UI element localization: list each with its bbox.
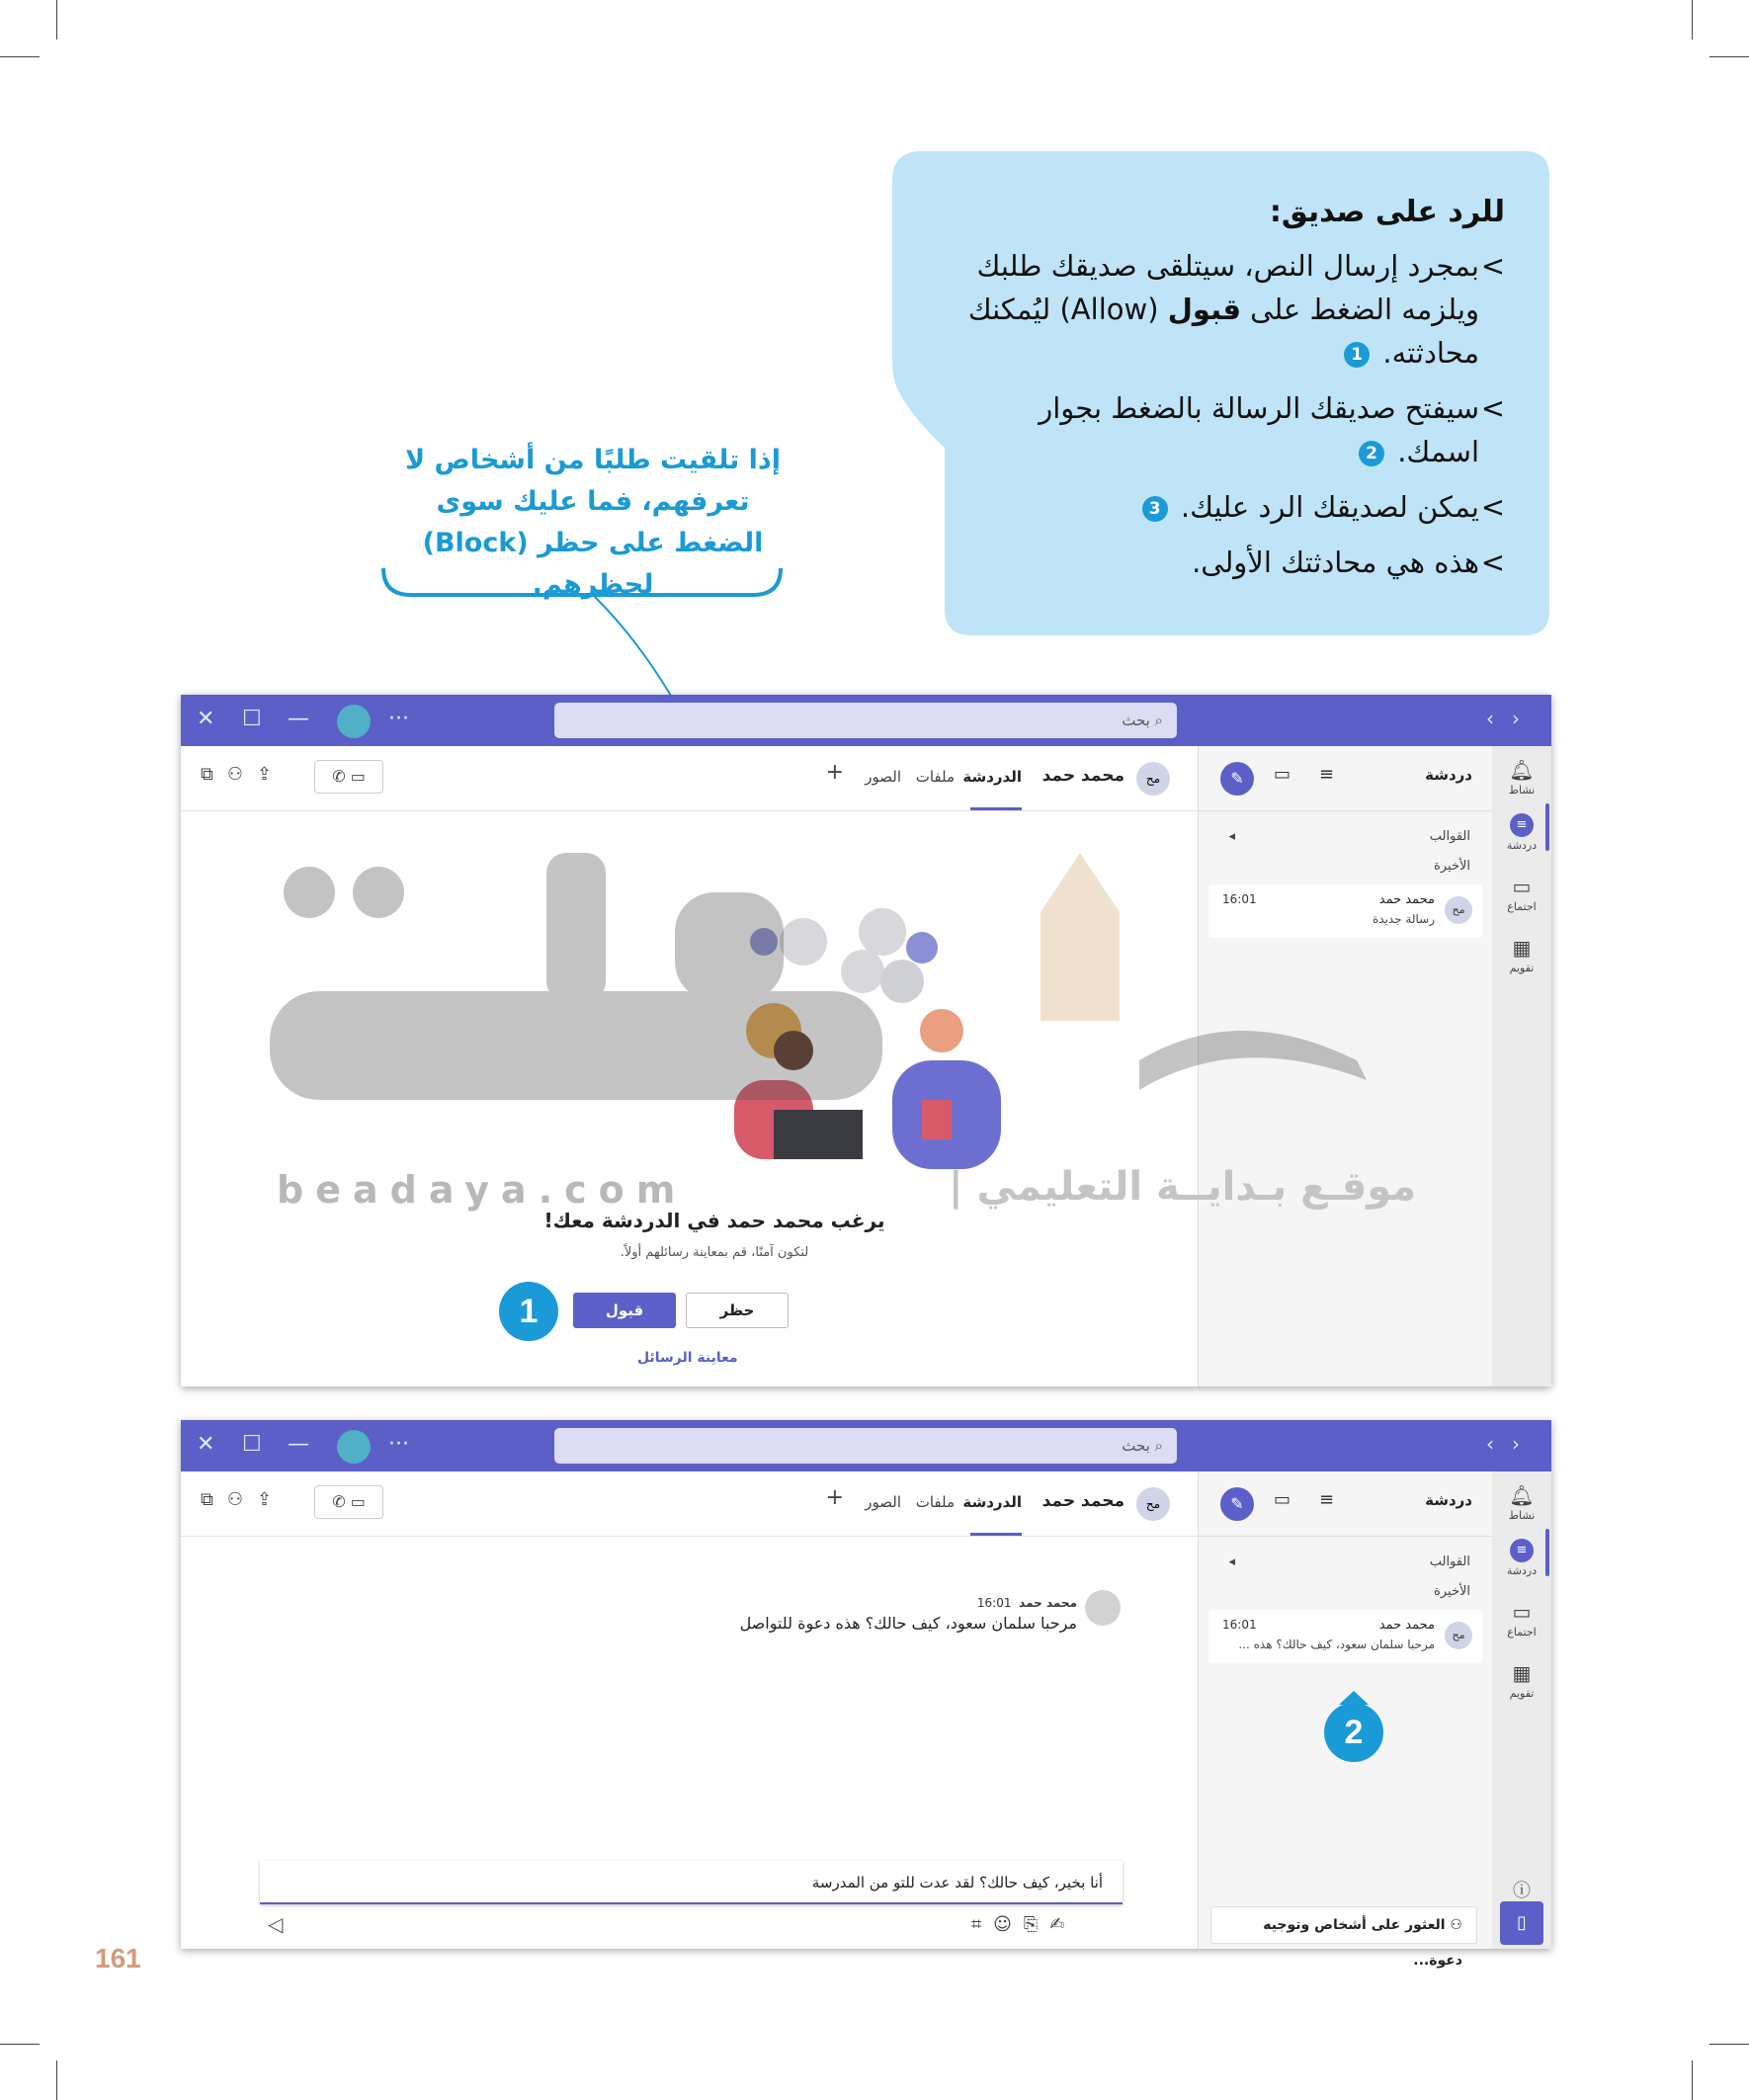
search-icon: ⌕ xyxy=(1149,1437,1163,1455)
chat-name: محمد حمد xyxy=(1378,1618,1435,1633)
more-icon[interactable]: ··· xyxy=(388,1432,409,1457)
templates-section[interactable]: القوالب xyxy=(1429,829,1470,844)
rail-calendar[interactable] xyxy=(1492,936,1551,974)
crop-mark xyxy=(56,2060,57,2100)
minimize-icon[interactable]: — xyxy=(288,1432,309,1457)
crop-mark xyxy=(0,56,40,57)
step-badge: 1 xyxy=(1344,342,1370,368)
page-number: 161 xyxy=(95,1943,141,1974)
chevron-left-icon[interactable]: ◂ xyxy=(1228,829,1235,844)
chat-list-title: دردشة xyxy=(1425,1491,1472,1509)
chat-preview: رسالة جديدة xyxy=(1372,912,1435,926)
chat-list-item[interactable] xyxy=(1208,1610,1482,1663)
rail-label: دردشة xyxy=(1506,839,1538,852)
video-call-icon[interactable]: ▭ xyxy=(350,767,366,786)
step-badge: 1 xyxy=(499,1282,558,1341)
chat-list-pane xyxy=(1198,1471,1492,1969)
tab-files[interactable]: ملفات xyxy=(915,1493,955,1511)
bold-word: قبول xyxy=(1167,293,1241,326)
avatar: مح xyxy=(1136,762,1170,796)
chat-request-title: يرغب محمد حمد في الدردشة معك! xyxy=(543,1209,885,1232)
instruction-item xyxy=(952,541,1505,584)
search-input[interactable] xyxy=(554,1428,1177,1464)
add-tab-icon[interactable]: + xyxy=(825,760,844,785)
nav-arrows-icon[interactable]: ‹› xyxy=(1486,1432,1538,1456)
chat-header xyxy=(181,1471,1198,1537)
bell-icon: 🔔︎ xyxy=(1509,758,1535,782)
crop-mark xyxy=(1692,2060,1693,2100)
rail-chat[interactable] xyxy=(1492,1539,1551,1577)
step-badge: 2 xyxy=(1324,1703,1383,1762)
chevron-left-icon[interactable]: ◂ xyxy=(1228,1554,1235,1569)
watermark-url: beadaya.com xyxy=(277,1168,688,1212)
add-person-icon: ⚇ xyxy=(1445,1917,1462,1933)
tab-underline xyxy=(970,1533,1022,1536)
chat-name: محمد حمد xyxy=(1378,892,1435,907)
instruction-text: بمجرد إرسال النص، سيتلقى صديقك طلبك ويلزمه الضغط على قبول (Allow) ليُمكنك محادثته. xyxy=(967,249,1479,370)
chat-time: 16:01 xyxy=(1222,892,1257,906)
tab-chat[interactable]: الدردشة xyxy=(962,768,1022,786)
instruction-box xyxy=(892,151,1549,635)
block-button[interactable]: حظر xyxy=(686,1293,789,1328)
compose-tools-icon[interactable]: ⌗☺⎘✍ xyxy=(971,1914,1077,1935)
rail-label: دردشة xyxy=(1506,1564,1538,1577)
search-input[interactable] xyxy=(554,703,1177,738)
send-icon[interactable]: ◁ xyxy=(268,1912,284,1936)
chat-header xyxy=(181,746,1198,811)
instruction-item xyxy=(952,485,1505,529)
avatar: مح xyxy=(1445,1622,1472,1649)
instruction-title: للرد على صديق: xyxy=(1269,195,1505,229)
step-badge: 2 xyxy=(1359,441,1384,466)
message-text: مرحبا سلمان سعود، كيف حالك؟ هذه دعوة للتواصل xyxy=(739,1614,1077,1633)
close-icon[interactable]: ✕ xyxy=(197,707,215,731)
calendar-icon: ▦ xyxy=(1512,1661,1532,1685)
tab-chat[interactable]: الدردشة xyxy=(962,1493,1022,1511)
instruction-item xyxy=(952,386,1505,473)
maximize-icon[interactable]: ☐ xyxy=(242,1432,262,1457)
chat-list-header xyxy=(1199,746,1492,811)
new-chat-icon[interactable]: ✎ xyxy=(1220,762,1254,796)
chat-header-name: محمد حمد xyxy=(1041,766,1124,786)
title-bar xyxy=(181,695,1551,746)
instruction-item xyxy=(952,244,1505,375)
app-rail xyxy=(1492,746,1551,1386)
rail-activity[interactable] xyxy=(1492,1483,1551,1522)
teams-window-request xyxy=(181,695,1551,1386)
add-tab-icon[interactable]: + xyxy=(825,1485,844,1510)
help-icon: ⓘ xyxy=(1513,1881,1531,1901)
phone-icon[interactable]: ✆ xyxy=(332,767,346,786)
call-buttons[interactable] xyxy=(314,760,383,794)
minimize-icon[interactable]: — xyxy=(288,707,309,731)
mobile-icon[interactable]: ▯ xyxy=(1500,1901,1543,1945)
chat-header-name: محمد حمد xyxy=(1041,1491,1124,1511)
rail-label: اجتماع xyxy=(1507,1626,1537,1638)
block-callout: إذا تلقيت طلبًا من أشخاص لا تعرفهم، فما عليك سوى الضغط على حظر (Block) لحظرهم. xyxy=(404,445,782,600)
instruction-text: يمكن لصديقك الرد عليك. xyxy=(1180,490,1479,524)
message-meta xyxy=(977,1596,1077,1610)
crop-mark xyxy=(0,2044,40,2045)
rail-chat[interactable] xyxy=(1492,813,1551,852)
chat-list-header xyxy=(1199,1471,1492,1537)
rail-meeting[interactable] xyxy=(1492,875,1551,913)
nav-arrows-icon[interactable]: ‹› xyxy=(1486,707,1538,730)
crop-mark xyxy=(1692,0,1693,40)
chat-icon: ≡ xyxy=(1510,813,1534,837)
maximize-icon[interactable]: ☐ xyxy=(242,707,262,731)
rail-label: تقويم xyxy=(1509,962,1535,974)
meet-now-icon[interactable]: ▭ xyxy=(1274,764,1291,785)
compose-box[interactable]: أنا بخير، كيف حالك؟ لقد عدت للتو من المدرسة xyxy=(260,1861,1123,1904)
close-icon[interactable]: ✕ xyxy=(197,1432,215,1457)
search-placeholder: بحث xyxy=(1122,1437,1150,1455)
tab-files[interactable]: ملفات xyxy=(915,768,955,786)
tab-underline xyxy=(970,807,1022,810)
video-icon: ▭ xyxy=(1512,875,1532,898)
allow-button[interactable]: قبول xyxy=(573,1293,676,1328)
filter-icon[interactable]: ≡ xyxy=(1319,1489,1335,1510)
rail-meeting[interactable] xyxy=(1492,1600,1551,1638)
recent-section[interactable]: الأخيرة xyxy=(1434,859,1470,874)
rail-label: نشاط xyxy=(1508,1509,1536,1522)
crop-mark xyxy=(1709,56,1749,57)
calendar-icon: ▦ xyxy=(1512,936,1532,960)
rail-label: نشاط xyxy=(1508,784,1536,797)
crop-mark xyxy=(1709,2044,1749,2045)
more-icon[interactable]: ··· xyxy=(388,707,409,731)
call-buttons[interactable] xyxy=(314,1485,383,1519)
header-tools-icon[interactable]: ⧉⚇⇪ xyxy=(201,764,287,785)
rail-activity[interactable] xyxy=(1492,758,1551,797)
rail-calendar[interactable] xyxy=(1492,1661,1551,1700)
avatar[interactable] xyxy=(337,1430,371,1464)
preview-messages-link[interactable]: معاينة الرسائل xyxy=(637,1350,738,1366)
instruction-text: هذه هي محادثتك الأولى. xyxy=(1192,546,1479,579)
message-sender: محمد حمد xyxy=(1019,1596,1077,1610)
filter-icon[interactable]: ≡ xyxy=(1319,764,1335,785)
video-icon: ▭ xyxy=(1512,1600,1532,1624)
instruction-text: سيفتح صديقك الرسالة بالضغط بجوار اسمك. xyxy=(1039,391,1479,468)
watermark-logo xyxy=(250,833,1485,1130)
header-tools-icon[interactable]: ⧉⚇⇪ xyxy=(201,1489,287,1510)
avatar: مح xyxy=(1136,1487,1170,1521)
recent-section[interactable]: الأخيرة xyxy=(1434,1584,1470,1599)
new-chat-icon[interactable]: ✎ xyxy=(1220,1487,1254,1521)
avatar: مح xyxy=(1445,896,1472,924)
title-bar xyxy=(181,1420,1551,1471)
meet-now-icon[interactable]: ▭ xyxy=(1274,1489,1291,1510)
invite-people-button[interactable] xyxy=(1210,1906,1477,1969)
crop-mark xyxy=(56,0,57,40)
avatar xyxy=(1085,1590,1121,1626)
templates-section[interactable]: القوالب xyxy=(1429,1554,1470,1569)
invite-label: العثور على أشخاص وتوجيه دعوة... xyxy=(1263,1917,1462,1969)
bell-icon: 🔔︎ xyxy=(1509,1483,1535,1507)
chat-list-title: دردشة xyxy=(1425,766,1472,784)
search-placeholder: بحث xyxy=(1122,712,1150,729)
rail-label: تقويم xyxy=(1509,1687,1535,1700)
phone-icon[interactable]: ✆ xyxy=(332,1492,346,1511)
search-icon: ⌕ xyxy=(1149,712,1163,729)
watermark-arabic: موقـع بـدايــة التعليمي | xyxy=(949,1164,1417,1210)
chat-icon: ≡ xyxy=(1510,1539,1534,1562)
app-rail xyxy=(1492,1471,1551,1949)
message-time: 16:01 xyxy=(976,1596,1012,1610)
teams-window-chat xyxy=(181,1420,1551,1969)
video-call-icon[interactable]: ▭ xyxy=(350,1492,366,1511)
avatar[interactable] xyxy=(337,705,371,738)
chat-preview: مرحبا سلمان سعود، كيف حالك؟ هذه ... xyxy=(1238,1638,1435,1651)
tab-photos[interactable]: الصور xyxy=(865,1493,901,1511)
chat-time: 16:01 xyxy=(1222,1618,1257,1632)
rail-label: اجتماع xyxy=(1507,900,1537,913)
step-badge: 3 xyxy=(1142,496,1168,522)
chat-request-subtitle: لتكون آمنًا، قم بمعاينة رسائلهم أولاً. xyxy=(620,1245,809,1260)
tab-photos[interactable]: الصور xyxy=(865,768,901,786)
